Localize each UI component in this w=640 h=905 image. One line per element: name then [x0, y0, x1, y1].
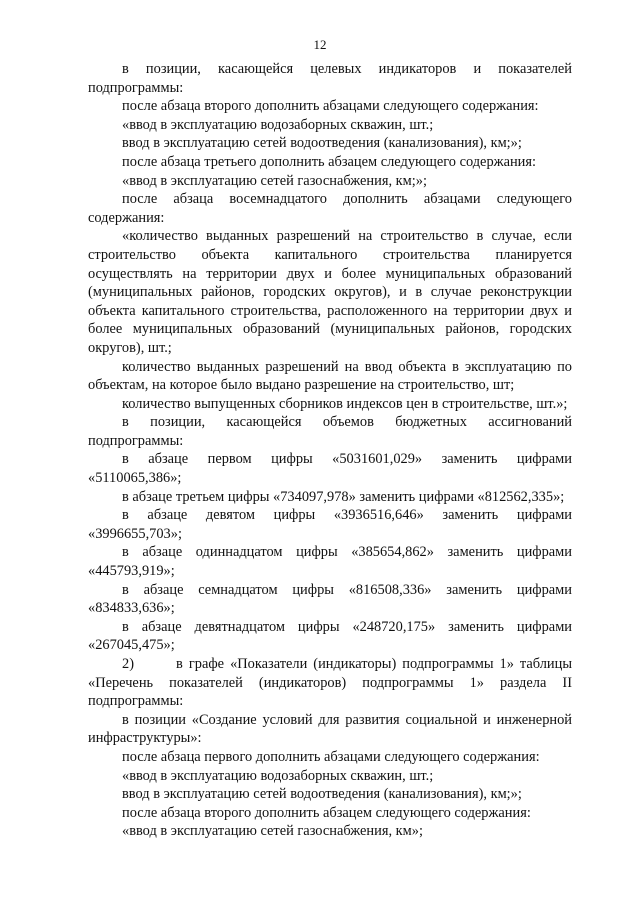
paragraph: в позиции «Создание условий для развития социальной и инженерной инфраструктуры»:	[88, 711, 572, 747]
paragraph: «ввод в эксплуатацию сетей газоснабжения, км;»;	[122, 172, 427, 189]
paragraph: в абзаце девятнадцатом цифры «248720,175» заменить цифрами «267045,475»;	[88, 618, 572, 654]
document-body	[88, 60, 572, 841]
paragraph: количество выданных разрешений на ввод объекта в эксплуатацию по объектам, на которое было выдано разрешение на строительство, шт;	[88, 358, 572, 394]
paragraph: после абзаца восемнадцатого дополнить абзацами следующего содержания:	[88, 191, 572, 226]
paragraph: «ввод в эксплуатацию водозаборных скважин, шт.;	[122, 116, 434, 133]
paragraph: ввод в эксплуатацию сетей водоотведения (канализования), км;»;	[122, 135, 522, 152]
paragraph: в позиции, касающейся целевых индикаторов и показателей подпрограммы:	[88, 61, 572, 96]
paragraph: после абзаца второго дополнить абзацем следующего содержания:	[122, 804, 531, 821]
paragraph: после абзаца второго дополнить абзацами следующего содержания:	[122, 98, 539, 115]
paragraph: ввод в эксплуатацию сетей водоотведения (канализования), км;»;	[122, 786, 522, 803]
paragraph: количество выпущенных сборников индексов цен в строительстве, шт.»;	[122, 395, 568, 412]
paragraph: «количество выданных разрешений на строительство в случае, если строительство объекта капитального строительства планируется осуществлять на территории двух и более муниципальных образований (муниципальных районов, городских округов), и в случае реконструкции объекта капитального строительства, расположенного на территории двух и более муниципальных образований (муниципальных районов, городских округов), шт.;	[88, 228, 572, 356]
paragraph: «ввод в эксплуатацию сетей газоснабжения, км»;	[122, 823, 423, 840]
paragraph: после абзаца третьего дополнить абзацем следующего содержания:	[122, 153, 536, 170]
paragraph: в позиции, касающейся объемов бюджетных ассигнований подпрограммы:	[88, 414, 572, 449]
paragraph: в абзаце одиннадцатом цифры «385654,862» заменить цифрами «445793,919»;	[88, 544, 572, 580]
page-number: 12	[313, 37, 327, 52]
paragraph: «ввод в эксплуатацию водозаборных скважин, шт.;	[122, 767, 434, 784]
paragraph: в абзаце третьем цифры «734097,978» заменить цифрами «812562,335»;	[122, 488, 565, 505]
paragraph: в абзаце девятом цифры «3936516,646» заменить цифрами «3996655,703»;	[88, 507, 572, 542]
paragraph: после абзаца первого дополнить абзацами следующего содержания:	[122, 748, 540, 765]
paragraph: 2) в графе «Показатели (индикаторы) подпрограммы 1» таблицы «Перечень показателей (индикаторов) подпрограммы 1» раздела II подпрограммы:	[88, 656, 572, 710]
paragraph: в абзаце первом цифры «5031601,029» заменить цифрами «5110065,386»;	[88, 451, 572, 487]
paragraph: в абзаце семнадцатом цифры «816508,336» заменить цифрами «834833,636»;	[88, 581, 572, 617]
